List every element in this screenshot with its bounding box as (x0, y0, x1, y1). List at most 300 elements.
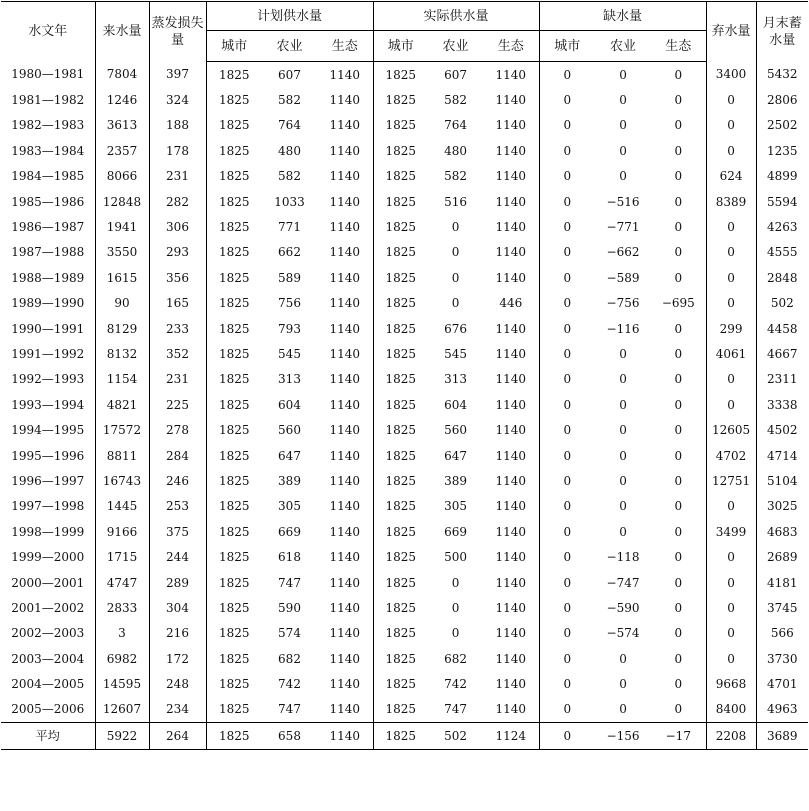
data-cell: 1140 (329, 626, 361, 641)
average-cell: 502 (428, 723, 483, 750)
data-cell: 1140 (329, 600, 361, 615)
year-cell: 1994—1995 (11, 423, 85, 438)
average-row (1, 723, 808, 750)
table-row (1, 519, 808, 544)
header-year: 水文年 (1, 2, 95, 62)
data-cell: 1140 (495, 702, 527, 717)
data-cell: 4747 (95, 570, 149, 595)
data-cell: 1825 (206, 519, 262, 544)
data-cell: 1140 (495, 524, 527, 539)
data-cell: 0 (619, 448, 627, 463)
data-cell: 1140 (329, 397, 361, 412)
data-cell: 682 (278, 651, 301, 666)
data-cell: 3338 (756, 392, 808, 417)
data-cell: 1140 (329, 296, 361, 311)
data-cell: 582 (444, 93, 467, 108)
data-cell: 165 (149, 291, 206, 316)
data-cell: 747 (278, 702, 301, 717)
data-cell: 0 (539, 87, 595, 112)
data-cell: 1140 (329, 372, 361, 387)
data-cell: 0 (674, 220, 683, 235)
data-cell: 1825 (373, 341, 428, 366)
year-cell: 1984—1985 (11, 169, 85, 184)
year-cell: 1985—1986 (11, 194, 85, 209)
data-cell: 1140 (495, 143, 527, 158)
year-cell: 1980—1981 (11, 67, 85, 82)
data-cell: 2806 (756, 87, 808, 112)
data-cell: 178 (149, 138, 206, 163)
table-row (1, 316, 808, 341)
data-cell: 1825 (206, 468, 262, 493)
data-cell: 1825 (373, 671, 428, 696)
year-cell: 1983—1984 (11, 143, 85, 158)
data-cell: 293 (149, 240, 206, 265)
data-cell: 0 (674, 499, 683, 514)
data-cell: −516 (606, 194, 640, 209)
data-cell: 1140 (495, 93, 527, 108)
table-row (1, 544, 808, 569)
year-cell: 1982—1983 (11, 118, 85, 133)
data-cell: 574 (278, 626, 301, 641)
data-cell: 1825 (206, 189, 262, 214)
subheader-shortage-ecology: 生态 (651, 31, 706, 62)
data-cell: 0 (674, 169, 683, 184)
year-cell: 1991—1992 (11, 346, 85, 361)
data-cell: 1140 (329, 93, 361, 108)
data-cell: 1715 (95, 544, 149, 569)
data-cell: 1825 (373, 164, 428, 189)
data-cell: 289 (149, 570, 206, 595)
data-cell: 771 (278, 220, 301, 235)
table-row (1, 189, 808, 214)
data-cell: 1140 (329, 118, 361, 133)
data-cell: 0 (619, 702, 627, 717)
data-cell: 0 (619, 93, 627, 108)
average-cell: 1124 (483, 723, 539, 750)
year-cell: 1993—1994 (11, 397, 85, 412)
data-cell: 8129 (95, 316, 149, 341)
data-cell: 742 (444, 677, 467, 692)
data-cell: 516 (444, 194, 467, 209)
data-cell: 0 (539, 671, 595, 696)
average-cell: 0 (539, 723, 595, 750)
data-cell: 1140 (329, 677, 361, 692)
data-cell: 0 (674, 270, 683, 285)
data-cell: 90 (95, 291, 149, 316)
data-cell: 0 (674, 600, 683, 615)
data-cell: 1140 (329, 67, 361, 82)
subheader-shortage-agriculture: 农业 (595, 31, 651, 62)
data-cell: 0 (674, 550, 683, 565)
data-cell: 1825 (206, 494, 262, 519)
data-cell: 0 (674, 143, 683, 158)
data-cell: 647 (278, 448, 301, 463)
data-cell: 669 (278, 524, 301, 539)
data-cell: −747 (606, 575, 640, 590)
data-cell: 3613 (95, 113, 149, 138)
data-cell: −771 (606, 220, 640, 235)
data-cell: 1140 (495, 118, 527, 133)
data-cell: 0 (674, 677, 683, 692)
data-cell: 188 (149, 113, 206, 138)
data-cell: 2502 (756, 113, 808, 138)
data-cell: 1825 (373, 62, 428, 88)
data-cell: 545 (278, 346, 301, 361)
average-cell: 1140 (317, 723, 373, 750)
data-cell: 0 (706, 214, 756, 239)
year-cell: 1998—1999 (11, 524, 85, 539)
data-cell: 231 (149, 164, 206, 189)
table-row (1, 113, 808, 138)
data-cell: 1140 (329, 423, 361, 438)
data-cell: −695 (661, 296, 695, 311)
data-cell: 0 (674, 118, 683, 133)
data-cell: 1140 (495, 67, 527, 82)
data-cell: 246 (149, 468, 206, 493)
table-row (1, 164, 808, 189)
table-row (1, 62, 808, 88)
data-cell: 742 (278, 677, 301, 692)
data-cell: 0 (674, 194, 683, 209)
data-cell: 0 (674, 67, 683, 82)
data-cell: 0 (619, 524, 627, 539)
table-row (1, 367, 808, 392)
data-cell: 0 (706, 87, 756, 112)
table-row (1, 265, 808, 290)
data-cell: 0 (619, 372, 627, 387)
data-cell: 582 (278, 93, 301, 108)
average-label: 平均 (1, 723, 95, 750)
data-cell: 16743 (95, 468, 149, 493)
data-cell: 1140 (329, 143, 361, 158)
data-cell: 244 (149, 544, 206, 569)
data-cell: 0 (539, 214, 595, 239)
data-cell: 1825 (373, 291, 428, 316)
data-cell: 1140 (495, 423, 527, 438)
data-cell: 0 (674, 651, 683, 666)
data-cell: 8389 (706, 189, 756, 214)
data-cell: 1825 (373, 494, 428, 519)
data-cell: 0 (539, 240, 595, 265)
data-cell: 8132 (95, 341, 149, 366)
header-spill: 弃水量 (706, 2, 756, 62)
data-cell: 389 (444, 473, 467, 488)
data-cell: 1140 (495, 270, 527, 285)
data-cell: 0 (674, 473, 683, 488)
data-cell: 1825 (373, 544, 428, 569)
data-cell: 0 (539, 468, 595, 493)
data-cell: 1941 (95, 214, 149, 239)
data-cell: 3499 (706, 519, 756, 544)
data-cell: 502 (756, 291, 808, 316)
data-cell: 0 (706, 570, 756, 595)
table-row (1, 417, 808, 442)
data-cell: 1140 (329, 702, 361, 717)
data-cell: 284 (149, 443, 206, 468)
data-cell: 1140 (329, 321, 361, 336)
data-cell: 793 (278, 321, 301, 336)
data-cell: 1825 (206, 341, 262, 366)
data-cell: 0 (451, 600, 460, 615)
data-cell: 0 (674, 372, 683, 387)
data-cell: 1825 (373, 214, 428, 239)
data-cell: 0 (539, 316, 595, 341)
data-cell: 0 (451, 270, 460, 285)
year-cell: 2000—2001 (11, 575, 85, 590)
data-cell: 747 (278, 575, 301, 590)
data-cell: 248 (149, 671, 206, 696)
data-cell: 1140 (495, 346, 527, 361)
average-cell: 5922 (95, 723, 149, 750)
data-cell: 0 (674, 702, 683, 717)
data-cell: 0 (619, 651, 627, 666)
data-cell: 5104 (756, 468, 808, 493)
average-cell: 2208 (706, 723, 756, 750)
header-shortage: 缺水量 (539, 2, 706, 31)
data-cell: 7804 (95, 62, 149, 88)
data-cell: 0 (539, 646, 595, 671)
data-cell: 1825 (373, 646, 428, 671)
data-cell: 0 (674, 346, 683, 361)
data-cell: 12751 (706, 468, 756, 493)
data-cell: 1140 (495, 473, 527, 488)
data-cell: 4263 (756, 214, 808, 239)
data-cell: 2357 (95, 138, 149, 163)
data-cell: 1825 (373, 392, 428, 417)
data-cell: 1825 (206, 443, 262, 468)
data-cell: 0 (674, 93, 683, 108)
data-cell: 1825 (373, 417, 428, 442)
data-cell: 352 (149, 341, 206, 366)
data-cell: 6982 (95, 646, 149, 671)
data-cell: 1825 (373, 570, 428, 595)
average-cell: 1825 (206, 723, 262, 750)
year-cell: 2002—2003 (11, 626, 85, 641)
data-cell: 356 (149, 265, 206, 290)
data-cell: 0 (539, 494, 595, 519)
average-cell: 1825 (373, 723, 428, 750)
data-cell: 662 (278, 245, 301, 260)
table-row (1, 240, 808, 265)
data-cell: 0 (619, 397, 627, 412)
data-cell: 604 (278, 397, 301, 412)
data-cell: 0 (619, 677, 627, 692)
data-cell: 1140 (495, 550, 527, 565)
data-cell: 0 (451, 626, 460, 641)
data-cell: 0 (619, 473, 627, 488)
data-cell: −574 (606, 626, 640, 641)
data-cell: 0 (619, 346, 627, 361)
data-cell: 0 (539, 138, 595, 163)
year-cell: 1986—1987 (11, 220, 85, 235)
year-cell: 2001—2002 (11, 600, 85, 615)
data-cell: 0 (539, 621, 595, 646)
table-row (1, 646, 808, 671)
data-cell: 5594 (756, 189, 808, 214)
data-cell: 764 (278, 118, 301, 133)
data-cell: 3550 (95, 240, 149, 265)
data-cell: 1825 (206, 214, 262, 239)
data-cell: 1140 (329, 499, 361, 514)
data-cell: 2833 (95, 595, 149, 620)
data-cell: 4181 (756, 570, 808, 595)
data-cell: 0 (539, 570, 595, 595)
data-cell: 0 (539, 341, 595, 366)
data-cell: 545 (444, 346, 467, 361)
data-cell: 1825 (373, 316, 428, 341)
data-cell: 1140 (495, 220, 527, 235)
data-cell: 3 (95, 621, 149, 646)
data-cell: 0 (674, 448, 683, 463)
data-cell: 1140 (329, 220, 361, 235)
data-cell: 0 (706, 595, 756, 620)
data-cell: 1825 (373, 87, 428, 112)
data-cell: 3025 (756, 494, 808, 519)
data-cell: 278 (149, 417, 206, 442)
data-cell: 305 (278, 499, 301, 514)
data-cell: 324 (149, 87, 206, 112)
data-cell: 12848 (95, 189, 149, 214)
data-cell: 1825 (206, 87, 262, 112)
data-cell: 313 (444, 372, 467, 387)
data-cell: 1825 (206, 265, 262, 290)
data-cell: 0 (539, 164, 595, 189)
average-cell: 3689 (756, 723, 808, 750)
data-cell: 0 (451, 296, 460, 311)
data-cell: 0 (539, 417, 595, 442)
table-row (1, 468, 808, 493)
data-cell: 225 (149, 392, 206, 417)
data-cell: 313 (278, 372, 301, 387)
data-cell: 1825 (373, 621, 428, 646)
data-cell: 1825 (206, 164, 262, 189)
data-cell: 0 (451, 220, 460, 235)
data-cell: 2689 (756, 544, 808, 569)
header-actual-supply: 实际供水量 (373, 2, 539, 31)
table-row (1, 291, 808, 316)
year-cell: 1999—2000 (11, 550, 85, 565)
data-cell: 1825 (373, 443, 428, 468)
data-cell: 172 (149, 646, 206, 671)
data-cell: 566 (756, 621, 808, 646)
data-cell: 1140 (329, 550, 361, 565)
data-cell: 2848 (756, 265, 808, 290)
year-cell: 1990—1991 (11, 321, 85, 336)
data-cell: 1825 (206, 417, 262, 442)
data-cell: 480 (444, 143, 467, 158)
data-cell: 0 (539, 443, 595, 468)
data-cell: 1825 (206, 544, 262, 569)
header-evaporation-loss: 蒸发损失量 (149, 2, 206, 62)
data-cell: 1825 (206, 240, 262, 265)
data-cell: 1825 (373, 265, 428, 290)
data-cell: 1825 (373, 113, 428, 138)
table-row (1, 671, 808, 696)
average-cell: 264 (149, 723, 206, 750)
data-cell: 1140 (495, 169, 527, 184)
table-row (1, 392, 808, 417)
data-cell: 4667 (756, 341, 808, 366)
data-cell: 1140 (329, 346, 361, 361)
header-row-1 (1, 2, 808, 31)
data-cell: 2311 (756, 367, 808, 392)
data-cell: 233 (149, 316, 206, 341)
data-cell: 1140 (495, 397, 527, 412)
data-cell: 764 (444, 118, 467, 133)
data-cell: 1140 (495, 600, 527, 615)
data-cell: 1140 (329, 448, 361, 463)
data-cell: 1140 (329, 245, 361, 260)
data-cell: 0 (706, 240, 756, 265)
year-cell: 1992—1993 (11, 372, 85, 387)
data-cell: 0 (539, 697, 595, 723)
data-cell: 17572 (95, 417, 149, 442)
data-cell: 4555 (756, 240, 808, 265)
header-month-end-storage: 月末蓄水量 (756, 2, 808, 62)
data-cell: 12607 (95, 697, 149, 723)
data-cell: 0 (706, 265, 756, 290)
data-cell: 500 (444, 550, 467, 565)
year-cell: 1995—1996 (11, 448, 85, 463)
data-cell: 4458 (756, 316, 808, 341)
data-cell: 1825 (206, 621, 262, 646)
data-cell: 0 (619, 423, 627, 438)
data-cell: 1825 (373, 697, 428, 723)
data-cell: 0 (539, 595, 595, 620)
data-cell: 4963 (756, 697, 808, 723)
data-cell: −589 (606, 270, 640, 285)
data-cell: 1615 (95, 265, 149, 290)
data-cell: 0 (539, 265, 595, 290)
data-cell: 0 (674, 524, 683, 539)
data-cell: 1825 (206, 646, 262, 671)
data-cell: 8811 (95, 443, 149, 468)
data-cell: 0 (451, 575, 460, 590)
data-cell: 0 (706, 544, 756, 569)
data-cell: 582 (444, 169, 467, 184)
data-cell: 0 (619, 499, 627, 514)
table-row (1, 87, 808, 112)
data-cell: 0 (619, 118, 627, 133)
data-cell: 1140 (495, 321, 527, 336)
year-cell: 1987—1988 (11, 245, 85, 260)
data-cell: 0 (706, 494, 756, 519)
data-cell: 480 (278, 143, 301, 158)
data-cell: 1140 (495, 372, 527, 387)
data-cell: 0 (706, 367, 756, 392)
table-row (1, 595, 808, 620)
data-cell: 8066 (95, 164, 149, 189)
data-cell: 1154 (95, 367, 149, 392)
data-cell: 14595 (95, 671, 149, 696)
data-cell: 1140 (495, 499, 527, 514)
data-cell: 0 (619, 169, 627, 184)
data-cell: 0 (674, 397, 683, 412)
data-cell: 0 (619, 67, 627, 82)
data-cell: 1825 (206, 392, 262, 417)
data-cell: 1825 (206, 316, 262, 341)
data-cell: 306 (149, 214, 206, 239)
data-cell: 1825 (373, 468, 428, 493)
subheader-shortage-city: 城市 (539, 31, 595, 62)
data-cell: 4701 (756, 671, 808, 696)
data-cell: 589 (278, 270, 301, 285)
data-cell: 375 (149, 519, 206, 544)
table-row (1, 443, 808, 468)
data-cell: 1825 (206, 138, 262, 163)
data-cell: 1140 (495, 651, 527, 666)
table-row (1, 138, 808, 163)
